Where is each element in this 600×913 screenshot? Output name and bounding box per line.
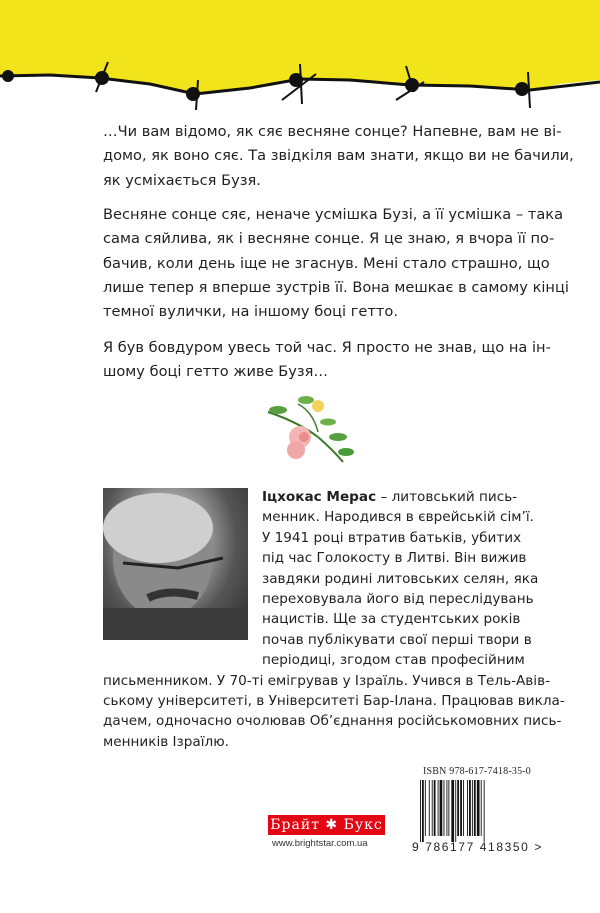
text-line: …Чи вам відомо, як сяє весняне сонце? Напевне, вам не ві- (103, 123, 562, 140)
barcode-bar (460, 780, 462, 836)
text-line (262, 487, 518, 507)
barcode-bar (444, 780, 445, 836)
excerpt-paragraph-2 (103, 203, 569, 324)
star-icon: ✱ (325, 817, 339, 833)
barbed-wire-banner (0, 0, 600, 110)
text-line: нацистів. Ще за студентських років (262, 611, 521, 628)
text-line: переховувала його від переслідувань (262, 590, 534, 607)
text-line: Весняне сонце сяє, неначе усмішка Бузі, а її усмішка – така (103, 206, 564, 223)
barcode-bar (440, 780, 443, 836)
text-span: – литовський пись- (376, 489, 518, 505)
barcode-bar (467, 780, 468, 836)
barcode-bar (455, 780, 456, 842)
text-line: Я був бовдуром увесь той час. Я просто не знав, що на ін- (103, 339, 551, 356)
rose-illustration (258, 392, 368, 468)
barcode-bar (481, 780, 482, 836)
excerpt-paragraph-1 (103, 120, 574, 193)
logo-text: Брайт (270, 817, 320, 833)
barcode-bar (484, 780, 485, 842)
text-line: домо, як воно сяє. Та звідкіля вам знати, якщо ви не бачили, (103, 147, 574, 165)
barcode-bar (451, 780, 454, 842)
barcode-bar (432, 780, 433, 836)
text-line: лише тепер я вперше зустрів її. Вона мешкає в самому кінці (103, 278, 569, 296)
barcode-bar (448, 780, 449, 836)
barcode-bar (420, 780, 421, 842)
publisher-logo (268, 815, 385, 835)
text-line: У 1941 році втратив батьків, убитих (262, 529, 522, 546)
text-line: бачив, коли день іще не згаснув. Мені стало страшно, що (103, 254, 550, 272)
barcode-bar (477, 780, 480, 836)
barcode-bar (429, 780, 430, 836)
text-line: завдяки родині литовських селян, яка (262, 570, 539, 587)
isbn-label: ISBN 978-617-7418-35-0 (423, 766, 532, 777)
text-line: менник. Народився в єврейській сім’ї. (262, 509, 534, 526)
barcode-bar (457, 780, 459, 836)
author-bio (103, 487, 565, 752)
text-line: письменником. У 70-ті емігрував у Ізраїль. Учився в Тель-Авів- (103, 672, 550, 689)
text-line: як усміхається Бузя. (103, 171, 261, 189)
barcode-bar (474, 780, 476, 836)
text-line: під час Голокосту в Литві. Він вижив (262, 550, 527, 567)
barcode-bar (434, 780, 436, 836)
text-line: сама сяйлива, як і весняне сонце. Я це знаю, я вчора її по- (103, 230, 555, 248)
barcode-bar (463, 780, 464, 836)
text-line: шому боці гетто живе Бузя… (103, 363, 328, 381)
barcode-bar (469, 780, 471, 836)
text-line: темної вулички, на іншому боці гетто. (103, 303, 398, 321)
barcode-bar (438, 780, 439, 836)
barcode-bar (425, 780, 426, 836)
excerpt-paragraph-3 (103, 336, 551, 385)
barcode-bar (422, 780, 424, 842)
text-line: періодиці, згодом став професійним (262, 652, 525, 669)
barcode (420, 780, 512, 842)
logo-text: Букс (343, 817, 383, 833)
text-line: почав публікувати свої перші твори в (262, 631, 532, 648)
publisher-url: www.brightstar.com.ua (272, 838, 368, 849)
text-line: менників Ізраїлю. (103, 733, 229, 750)
barcode-number: 9 786177 418350 > (412, 840, 543, 854)
text-line: ському університеті, в Університеті Бар-Ілана. Працював викла- (103, 692, 565, 709)
text-line: дачем, одночасно очолював Об’єднання російськомовних пись- (103, 713, 562, 730)
author-name: Іцхокас Мерас (262, 489, 377, 505)
barcode-bar (446, 780, 447, 836)
barcode-bar (472, 780, 473, 836)
